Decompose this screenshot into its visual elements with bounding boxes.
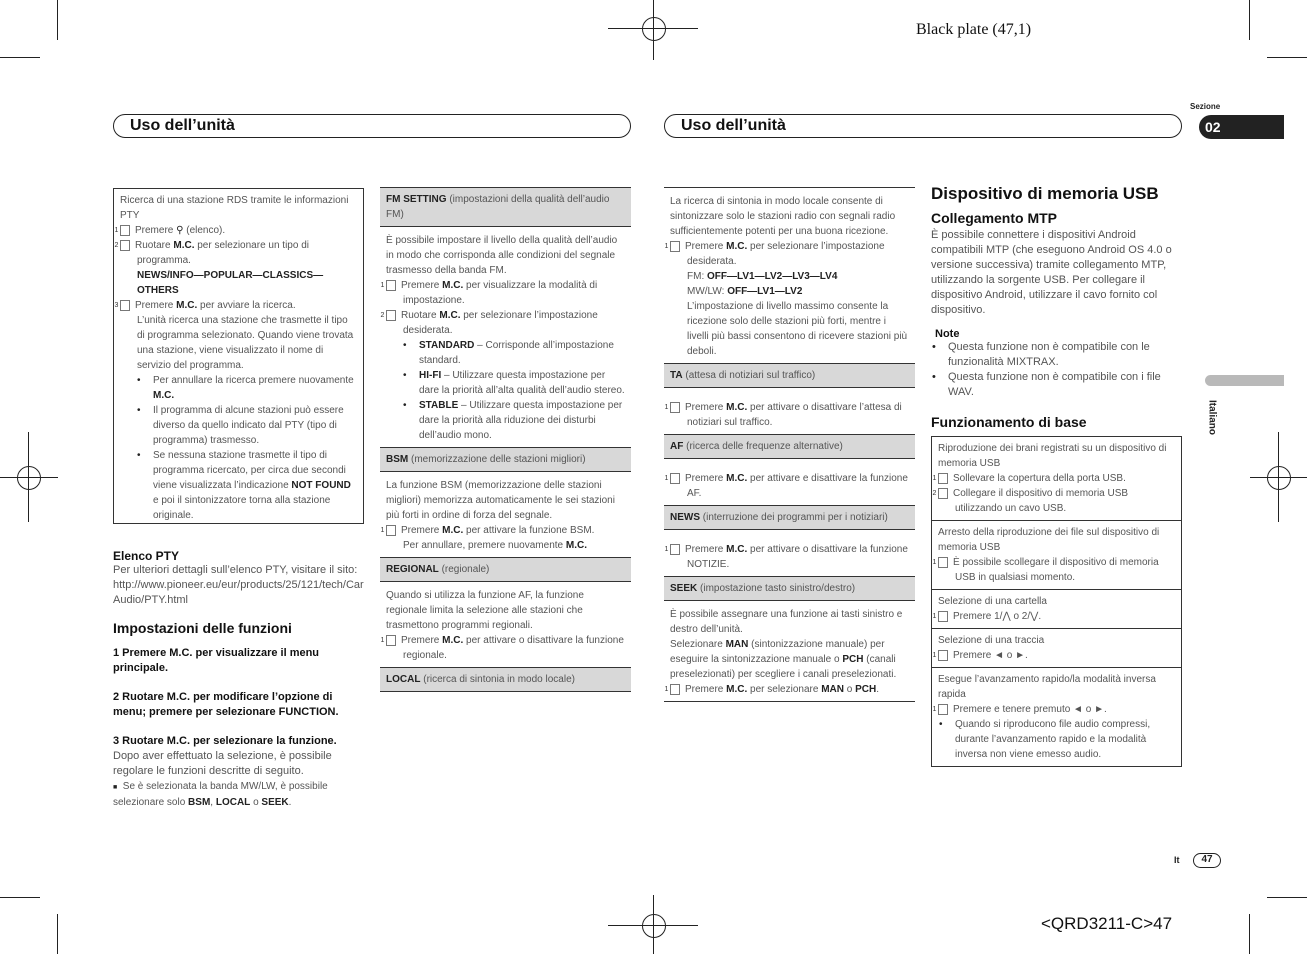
func-step-3: 3 Ruotare M.C. per selezionare la funzione. — [113, 735, 337, 747]
header-left — [113, 114, 631, 138]
tuner-settings-col-3 — [664, 187, 915, 702]
language-tab-bar — [1205, 375, 1284, 386]
tuner-settings-col-2 — [380, 187, 631, 692]
base-row-5: Esegue l’avanzamento rapido/la modalità inversa rapida 1 Premere e tenere premuto ◄ o ►. • Quando si riproducono file audio compressi, durante l’avanzamento rapido e la modalità inversa non viene emesso audio. — [932, 668, 1181, 766]
local-header: LOCAL (ricerca di sintonia in modo locale) — [380, 667, 631, 692]
document-code: <QRD3211-C>47 — [1041, 914, 1173, 933]
crop-mark — [1267, 57, 1307, 58]
crop-mark — [1249, 914, 1250, 954]
language-tab: Italiano — [1206, 399, 1218, 435]
ta-body: 1 Premere M.C. per attivare o disattivare l’attesa di notiziari sul traffico. — [664, 402, 902, 428]
note-title: Note — [935, 328, 960, 340]
seek-header: SEEK (impostazione tasto sinistro/destro) — [664, 576, 915, 601]
note-2: • Questa funzione non è compatibile con i file WAV. — [931, 370, 1182, 400]
pty-step-2: 2 Ruotare M.C. per selezionare un tipo di programma. — [114, 240, 309, 266]
pty-search-box — [113, 188, 364, 524]
pty-options: NEWS/INFO—POPULAR—CLASSICS—OTHERS — [137, 270, 324, 296]
pty-list-title: Elenco PTY — [113, 549, 180, 563]
crop-mark — [1267, 897, 1307, 898]
mtp-title: Collegamento MTP — [931, 210, 1058, 226]
local-body: La ricerca di sintonia in modo locale consente di sintonizzare solo le stazioni radio con segnali radio sufficientemente potenti per una buona ricezione. 1 Premere M.C. per selezionare l’impostazione desiderata. FM: OFF—LV1—LV2—LV3—LV4 MW/LW: OFF—LV1—LV2 L’impostazione di livello massimo consente la ricezione solo delle stazioni più forti, mentre i livelli più bassi consentono di ricevere stazioni più deboli. — [664, 187, 915, 363]
base-title: Funzionamento di base — [931, 414, 1087, 430]
func-settings-title: Impostazioni delle funzioni — [113, 620, 292, 636]
base-row-2: Arresto della riproduzione dei file sul dispositivo di memoria USB 1 È possibile scollegare il dispositivo di memoria USB in qualsiasi momento. — [932, 521, 1181, 590]
base-row-1: Riproduzione dei brani registrati su un dispositivo di memoria USB 1 Sollevare la copertura della porta USB. 2 Collegare il dispositivo di memoria USB utilizzando un cavo USB. — [932, 437, 1181, 521]
mtp-text: È possibile connettere i dispositivi Android compatibili MTP (che eseguono Android OS 4.0 o versione successiva) tramite collegamento MTP, utilizzando la sorgente USB. Per collegare il dispositivo Android, utilizzare il cavo fornito col dispositivo. — [931, 229, 1172, 316]
crop-mark — [57, 914, 58, 954]
crop-mark — [0, 57, 40, 58]
section-number: 02 — [1205, 119, 1221, 135]
base-row-3: Selezione di una cartella 1 Premere 1/⋀ o 2/⋁. — [932, 590, 1181, 629]
header-right-title: Uso dell’unità — [681, 117, 786, 134]
header-right — [664, 114, 1182, 138]
bsm-header: BSM (memorizzazione delle stazioni migliori) — [380, 447, 631, 472]
pty-step-1: 1 Premere ⚲ (elenco). — [114, 225, 226, 236]
search-icon: ⚲ — [176, 225, 184, 236]
func-step-1: 1 Premere M.C. per visualizzare il menu principale. — [113, 647, 320, 674]
header-left-title: Uso dell’unità — [130, 117, 235, 134]
bsm-body: La funzione BSM (memorizzazione delle stazioni migliori) memorizza automaticamente le sei stazioni più forti in ordine di forza del segnale. 1 Premere M.C. per attivare la funzione BSM. Per annullare, premere nuovamente M.C. — [380, 480, 615, 551]
fm-setting-header: FM SETTING (impostazioni della qualità dell’audio FM) — [380, 187, 631, 227]
pty-bullet-1: • Per annullare la ricerca premere nuovamente M.C. — [120, 373, 357, 403]
news-header: NEWS (interruzione dei programmi per i notiziari) — [664, 505, 915, 530]
footer-lang: It — [1174, 855, 1180, 865]
base-table — [931, 436, 1182, 767]
note-1: • Questa funzione non è compatibile con le funzionalità MIXTRAX. — [931, 340, 1182, 370]
fm-setting-body: È possibile impostare il livello della qualità dell’audio in modo che corrisponda alle condizioni del segnale trasmesso della banda FM. 1 Premere M.C. per visualizzare la modalità di impostazione. 2 Ruotare M.C. per selezionare l’impostazione desiderata. • STANDARD – Corrisponde all’impostazione standard. • HI-FI – Utilizzare questa impostazione per dare la priorità all’alta qualità dell’audio stereo. • STABLE – Utilizzare questa impostazione per dare la priorità alla riduzione dei disturbi dell’audio mono. — [380, 227, 631, 447]
func-note: ■ Se è selezionata la banda MW/LW, è possibile selezionare solo BSM, LOCAL o SEEK. — [113, 781, 328, 808]
pty-list-text: Per ulteriori dettagli sull’elenco PTY, visitare il sito: — [113, 564, 358, 576]
base-row-4: Selezione di una traccia 1 Premere ◄ o ►. — [932, 629, 1181, 668]
news-body: 1 Premere M.C. per attivare o disattivare la funzione NOTIZIE. — [664, 544, 908, 570]
pty-url[interactable]: http://www.pioneer.eu/eur/products/25/121/tech/CarAudio/PTY.html — [113, 579, 364, 606]
regional-header: REGIONAL (regionale) — [380, 557, 631, 582]
af-body: 1 Premere M.C. per attivare e disattivare la funzione AF. — [664, 473, 908, 499]
plate-label: Black plate (47,1) — [916, 21, 1032, 38]
pty-step-3-desc: L’unità ricerca una stazione che trasmette il tipo di programma selezionato. Quando viene trovata una stazione, viene visualizzato il nome di servizio del programma. — [137, 315, 354, 371]
crop-mark — [57, 0, 58, 40]
pty-intro: Ricerca di una stazione RDS tramite le informazioni PTY — [120, 195, 349, 221]
pty-bullet-3: • Se nessuna stazione trasmette il tipo di programma ricercato, per circa due secondi viene visualizzata l’indicazione NOT FOUND e poi il sintonizzatore torna alla stazione originale. — [120, 448, 357, 523]
usb-column — [931, 184, 1182, 767]
func-step-2: 2 Ruotare M.C. per modificare l’opzione di menu; premere per selezionare FUNCTION. — [113, 691, 339, 718]
ta-header: TA (attesa di notiziari sul traffico) — [664, 363, 915, 388]
usb-title: Dispositivo di memoria USB — [931, 184, 1159, 203]
section-label: Sezione — [1190, 102, 1221, 111]
pty-bullet-2: • Il programma di alcune stazioni può essere diverso da quello indicato dal PTY (tipo di programma) trasmesso. — [120, 403, 357, 448]
af-header: AF (ricerca delle frequenze alternative) — [664, 434, 915, 459]
func-step-3-desc: Dopo aver effettuato la selezione, è possibile regolare le funzioni descritte di seguito. — [113, 750, 332, 777]
crop-mark — [0, 897, 40, 898]
section-number-tab — [1199, 115, 1284, 139]
seek-body: È possibile assegnare una funzione ai tasti sinistro e destro dell’unità. Selezionare MAN (sintonizzazione manuale) per eseguire la sintonizzazione manuale o PCH (canali preselezionati) per scegliere i canali preselezionati. 1 Premere M.C. per selezionare MAN o PCH. — [664, 601, 915, 702]
regional-body: Quando si utilizza la funzione AF, la funzione regionale limita la selezione alle stazioni che trasmettono programmi regionali. 1 Premere M.C. per attivare o disattivare la funzione regionale. — [380, 590, 624, 661]
pty-step-3: 3 Premere M.C. per avviare la ricerca. — [114, 300, 296, 311]
page-number: 47 — [1193, 853, 1221, 868]
crop-mark — [1249, 0, 1250, 40]
